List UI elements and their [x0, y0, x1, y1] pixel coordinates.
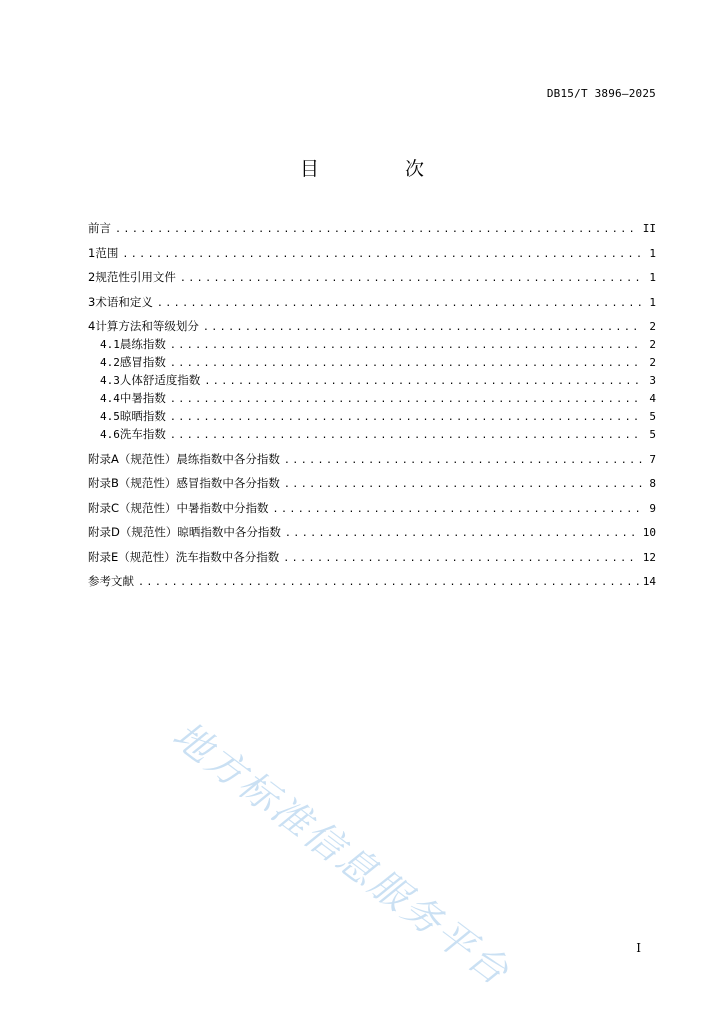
dot-leader — [170, 355, 642, 373]
dot-leader — [204, 373, 642, 391]
toc-entry-page: 2 — [649, 356, 656, 369]
toc-entry-number: 4.2 — [100, 356, 120, 369]
toc-entry-number: 4.6 — [100, 428, 120, 441]
toc-entry-title: 中暑指数 — [119, 391, 166, 405]
toc-entry-number: 4.1 — [100, 338, 120, 351]
toc-entry-page: II — [642, 222, 656, 235]
toc-entry-title: 范围 — [95, 245, 119, 260]
toc-entry-title: 感冒指数 — [119, 355, 166, 369]
toc-entry-number: 4 — [88, 319, 96, 333]
toc-entry[interactable] — [88, 523, 656, 541]
standard-code: DB15/T 3896—2025 — [546, 87, 656, 100]
toc-entry-title: 洗车指数 — [119, 427, 166, 441]
watermark: 地方标准信息服务平台 — [164, 712, 519, 995]
toc-entry[interactable] — [88, 548, 656, 566]
toc-entry-page: 2 — [649, 320, 656, 333]
toc-entry-page: 8 — [649, 477, 656, 490]
toc-entry-number: 附录C（规范性） — [88, 500, 177, 515]
footer-page-number: I — [636, 941, 641, 955]
dot-leader — [170, 427, 642, 445]
page-title: 目 次 — [299, 158, 465, 180]
toc-entry-title: 前言 — [88, 221, 111, 235]
dot-leader — [122, 246, 642, 264]
toc-entry[interactable] — [88, 219, 656, 237]
toc-entry-title: 晾晒指数 — [119, 409, 166, 423]
dot-leader — [170, 409, 642, 427]
toc-entry-page: 1 — [649, 271, 656, 284]
toc-entry-title: 洗车指数中各分指数 — [175, 549, 280, 564]
toc-entry-number: 附录B（规范性） — [88, 476, 177, 490]
toc-entry-title: 规范性引用文件 — [95, 270, 176, 284]
dot-leader — [115, 221, 639, 239]
toc-entry-title: 感冒指数中各分指数 — [176, 476, 280, 490]
toc-entry-number: 附录E（规范性） — [88, 549, 176, 564]
toc-entry-title: 晨练指数 — [119, 337, 166, 351]
toc-entry-page: 12 — [642, 550, 656, 564]
toc-entry[interactable] — [88, 572, 656, 590]
toc-entry[interactable] — [88, 293, 656, 311]
toc-entry-number: 附录A（规范性） — [88, 451, 177, 466]
toc-entry-title: 人体舒适度指数 — [119, 373, 201, 387]
toc-entry[interactable] — [88, 335, 656, 353]
dot-leader — [273, 501, 642, 519]
toc-entry-page: 5 — [649, 428, 656, 441]
toc-entry-title: 晾晒指数中各分指数 — [177, 525, 281, 539]
toc-entry[interactable] — [88, 268, 656, 286]
toc-entry[interactable] — [88, 389, 656, 407]
toc-entry[interactable] — [88, 450, 656, 468]
toc-entry-number: 4.5 — [100, 410, 120, 423]
dot-leader — [284, 452, 642, 470]
dot-leader — [283, 550, 638, 568]
toc-entry-page: 7 — [649, 452, 656, 466]
toc-entry-number: 4.3 — [100, 374, 120, 387]
toc-entry-number: 3 — [88, 294, 96, 309]
toc-entry-page: 1 — [649, 246, 656, 260]
toc-entry-title: 中暑指数中分指数 — [176, 500, 269, 515]
toc-entry[interactable] — [88, 317, 656, 335]
toc-entry-number: 1 — [88, 245, 96, 260]
toc-entry-title: 术语和定义 — [95, 294, 153, 309]
toc-entry[interactable] — [88, 371, 656, 389]
toc-entry-page: 10 — [642, 526, 656, 539]
toc-entry-page: 2 — [649, 338, 656, 351]
toc-entry[interactable] — [88, 353, 656, 371]
table-of-contents — [88, 219, 656, 590]
toc-entry-number: 4.4 — [100, 392, 120, 405]
toc-entry[interactable] — [88, 425, 656, 443]
toc-entry[interactable] — [88, 499, 656, 517]
dot-leader — [203, 319, 642, 337]
toc-entry-page: 9 — [649, 501, 656, 515]
dot-leader — [138, 574, 639, 592]
toc-entry-title: 参考文献 — [88, 574, 134, 588]
toc-entry-number: 附录D（规范性） — [88, 525, 178, 539]
toc-entry-page: 14 — [642, 575, 656, 588]
toc-entry-number: 2 — [88, 270, 96, 284]
toc-entry-title: 晨练指数中各分指数 — [176, 451, 280, 466]
dot-leader — [170, 391, 642, 409]
toc-entry[interactable] — [88, 474, 656, 492]
toc-entry-page: 1 — [649, 295, 656, 309]
toc-entry-title: 计算方法和等级划分 — [95, 319, 199, 333]
toc-entry-page: 5 — [649, 410, 656, 423]
dot-leader — [170, 337, 642, 355]
toc-entry-page: 4 — [649, 392, 656, 405]
toc-entry[interactable] — [88, 244, 656, 262]
toc-entry[interactable] — [88, 407, 656, 425]
toc-entry-page: 3 — [649, 374, 656, 387]
dot-leader — [157, 295, 642, 313]
dot-leader — [180, 270, 642, 288]
dot-leader — [285, 525, 639, 543]
dot-leader — [284, 476, 642, 494]
